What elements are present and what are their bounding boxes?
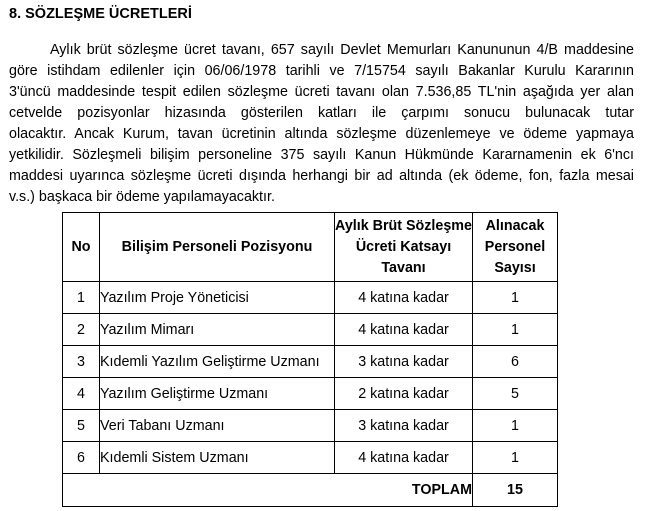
header-count	[473, 213, 558, 282]
cell-no: 2	[63, 314, 100, 346]
table-header-row	[63, 213, 558, 282]
cell-count: 1	[473, 442, 558, 474]
header-count-line: Personel	[484, 238, 546, 255]
header-position: Bilişim Personeli Pozisyonu	[100, 213, 335, 282]
cell-count: 1	[473, 282, 558, 314]
cell-no: 4	[63, 378, 100, 410]
total-row	[63, 474, 558, 507]
cell-multiplier: 4 katına kadar	[335, 314, 473, 346]
cell-count: 1	[473, 410, 558, 442]
table-row	[63, 314, 558, 346]
paragraph-line: maddesi uyarınca sözleşme ücreti dışında herhangi bir ad altında (ek ödeme, fon, fazla mesai	[9, 168, 634, 184]
paragraph-line: cetvelde pozisyonlar hizasında gösterilen katları ile çarpımı sonucu bulunacak tutar	[9, 105, 634, 121]
table-row	[63, 410, 558, 442]
paragraph-line: v.s.) başkaca bir ödeme yapılamayacaktır.	[9, 189, 275, 205]
header-multiplier-line: Aylık Brüt Sözleşme	[335, 217, 472, 234]
table-row	[63, 442, 558, 474]
fees-table	[62, 212, 558, 507]
total-value: 15	[473, 474, 558, 507]
header-multiplier-line: Tavanı	[381, 259, 426, 276]
cell-multiplier: 4 katına kadar	[335, 442, 473, 474]
header-multiplier	[335, 213, 473, 282]
cell-no: 5	[63, 410, 100, 442]
header-count-line: Alınacak	[485, 217, 545, 234]
paragraph-line: olacaktır. Ancak Kurum, tavan ücretinin altında sözleşme düzenlemeye ve ödeme yapmaya	[9, 126, 634, 142]
cell-multiplier: 4 katına kadar	[335, 282, 473, 314]
cell-no: 1	[63, 282, 100, 314]
cell-no: 3	[63, 346, 100, 378]
paragraph-line: yetkilidir. Sözleşmeli bilişim personeline 375 sayılı Kanun Hükmünde Kararnamenin ek 6'ncı	[9, 147, 634, 163]
section-heading: 8. SÖZLEŞME ÜCRETLERİ	[9, 6, 192, 22]
paragraph-line: Aylık brüt sözleşme ücret tavanı, 657 sayılı Devlet Memurları Kanununun 4/B maddesine	[50, 42, 634, 58]
cell-position: Yazılım Proje Yöneticisi	[100, 282, 335, 314]
cell-count: 5	[473, 378, 558, 410]
cell-multiplier: 3 katına kadar	[335, 346, 473, 378]
cell-position: Kıdemli Yazılım Geliştirme Uzmanı	[100, 346, 335, 378]
table-row	[63, 282, 558, 314]
header-no: No	[63, 213, 100, 282]
paragraph-line: göre istihdam edilenler için 06/06/1978 tarihli ve 7/15754 sayılı Bakanlar Kurulu Kararının	[9, 63, 634, 79]
table-row	[63, 378, 558, 410]
cell-no: 6	[63, 442, 100, 474]
cell-position: Kıdemli Sistem Uzmanı	[100, 442, 335, 474]
total-label: TOPLAM	[63, 474, 473, 507]
cell-count: 1	[473, 314, 558, 346]
table-row	[63, 346, 558, 378]
cell-position: Veri Tabanı Uzmanı	[100, 410, 335, 442]
cell-multiplier: 2 katına kadar	[335, 378, 473, 410]
cell-position: Yazılım Geliştirme Uzmanı	[100, 378, 335, 410]
header-count-line: Sayısı	[494, 259, 536, 276]
cell-count: 6	[473, 346, 558, 378]
paragraph-line: 3'üncü maddesinde tespit edilen sözleşme ücreti tavanı olan 7.536,85 TL'nin aşağıda yer alan	[9, 84, 634, 100]
header-multiplier-line: Ücreti Katsayı	[355, 238, 452, 255]
cell-multiplier: 3 katına kadar	[335, 410, 473, 442]
cell-position: Yazılım Mimarı	[100, 314, 335, 346]
